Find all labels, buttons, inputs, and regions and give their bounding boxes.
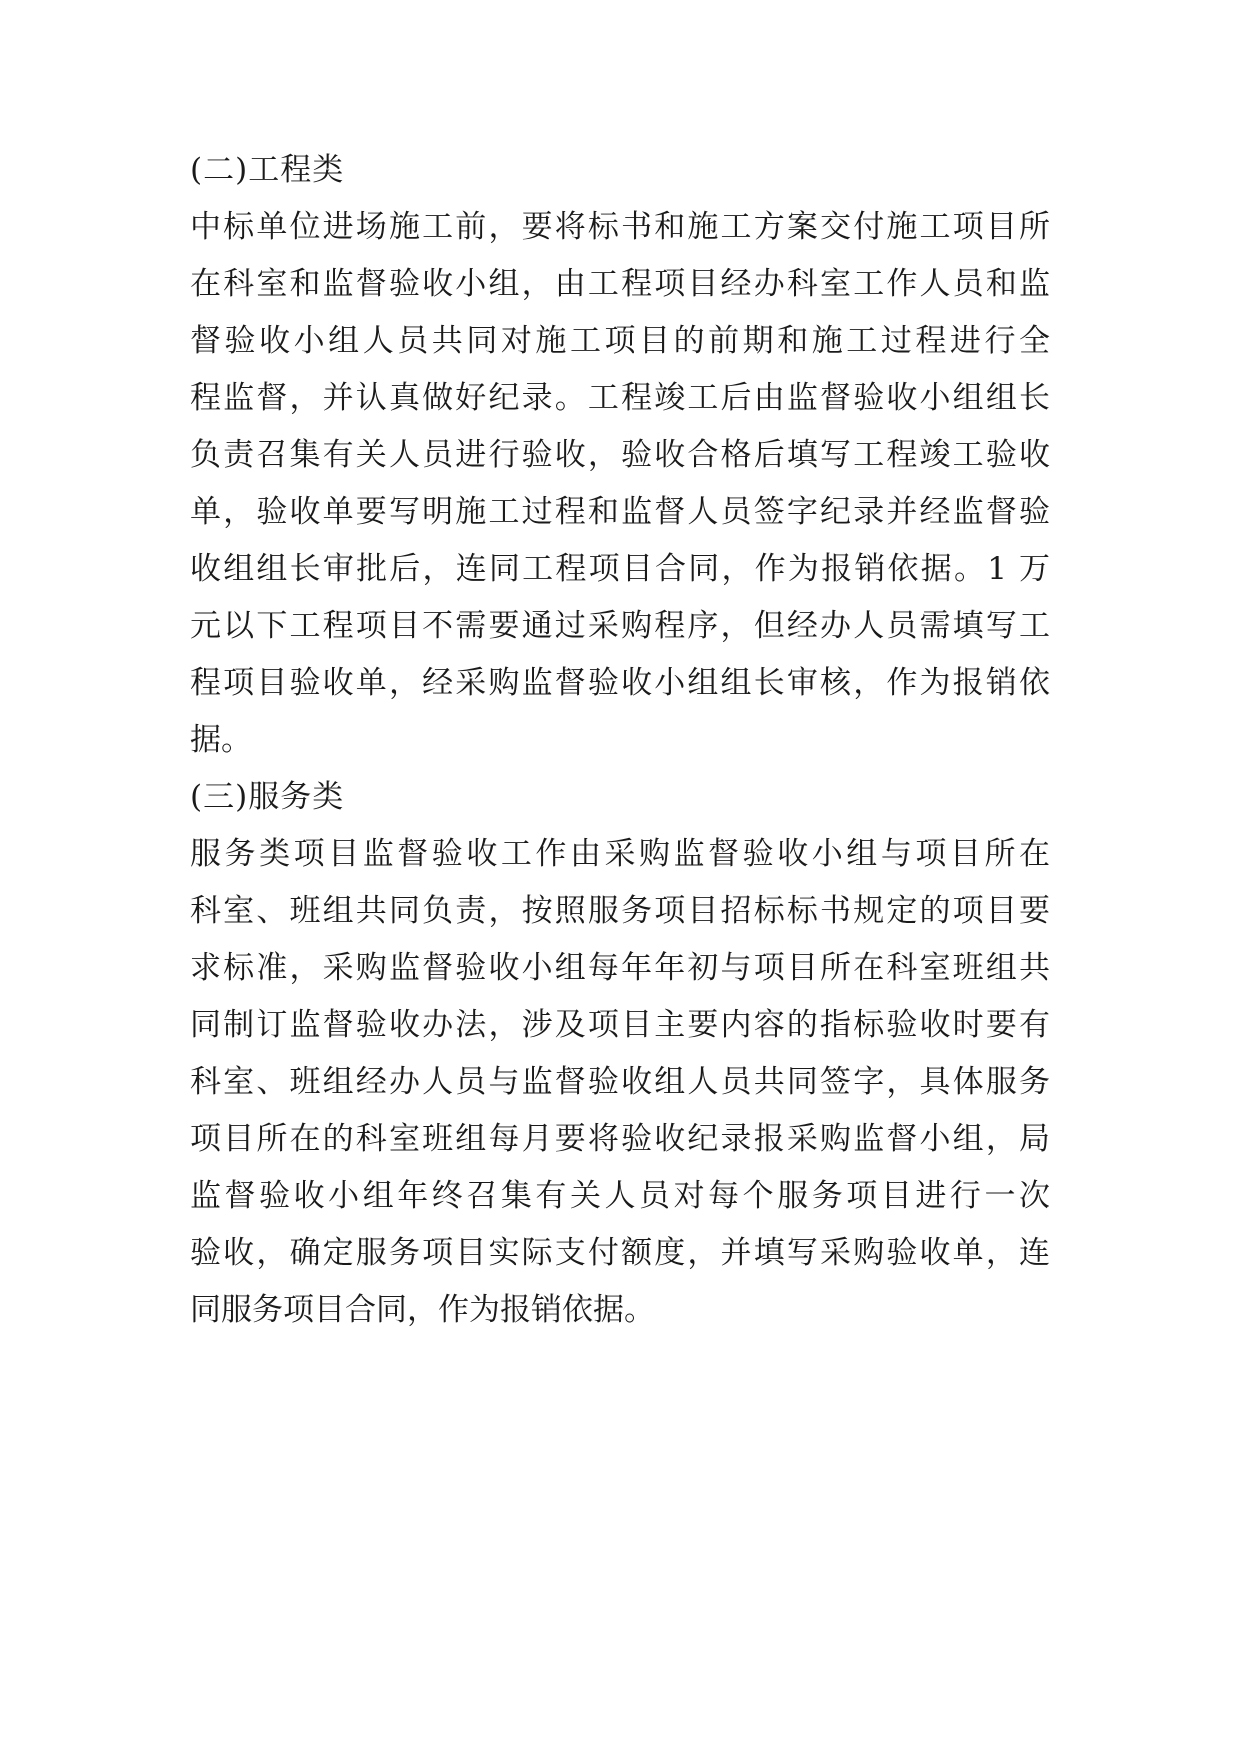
paragraph-line: 监督验收小组年终召集有关人员对每个服务项目进行一次	[190, 1178, 1050, 1214]
paragraph-line: 据。	[190, 722, 252, 758]
paragraph-line: 服务类项目监督验收工作由采购监督验收小组与项目所在	[190, 836, 1050, 872]
paragraph-line: 在科室和监督验收小组，由工程项目经办科室工作人员和监	[190, 266, 1050, 302]
paragraph-line: 验收，确定服务项目实际支付额度，并填写采购验收单，连	[190, 1235, 1050, 1271]
paragraph-line: 科室、班组共同负责，按照服务项目招标标书规定的项目要	[190, 893, 1050, 929]
paragraph-line: 项目所在的科室班组每月要将验收纪录报采购监督小组，局	[190, 1121, 1050, 1157]
paragraph-line: 元以下工程项目不需要通过采购程序，但经办人员需填写工	[190, 608, 1050, 644]
paragraph-line: 同制订监督验收办法，涉及项目主要内容的指标验收时要有	[190, 1007, 1050, 1043]
section-heading-services: (三)服务类	[190, 779, 345, 815]
paragraph-line: 求标准，采购监督验收小组每年年初与项目所在科室班组共	[190, 950, 1050, 986]
paragraph-line: 督验收小组人员共同对施工项目的前期和施工过程进行全	[190, 323, 1050, 359]
paragraph-line: 收组组长审批后，连同工程项目合同，作为报销依据。1 万	[190, 551, 1050, 587]
paragraph-line: 单，验收单要写明施工过程和监督人员签字纪录并经监督验	[190, 494, 1050, 530]
paragraph-line: 程项目验收单，经采购监督验收小组组长审核，作为报销依	[190, 665, 1050, 701]
section-heading-engineering: (二)工程类	[190, 152, 345, 188]
paragraph-line: 科室、班组经办人员与监督验收组人员共同签字，具体服务	[190, 1064, 1050, 1100]
paragraph-line: 程监督，并认真做好纪录。工程竣工后由监督验收小组组长	[190, 380, 1050, 416]
paragraph-line: 负责召集有关人员进行验收，验收合格后填写工程竣工验收	[190, 437, 1050, 473]
paragraph-line: 中标单位进场施工前，要将标书和施工方案交付施工项目所	[190, 209, 1050, 245]
paragraph-line: 同服务项目合同，作为报销依据。	[190, 1292, 655, 1328]
